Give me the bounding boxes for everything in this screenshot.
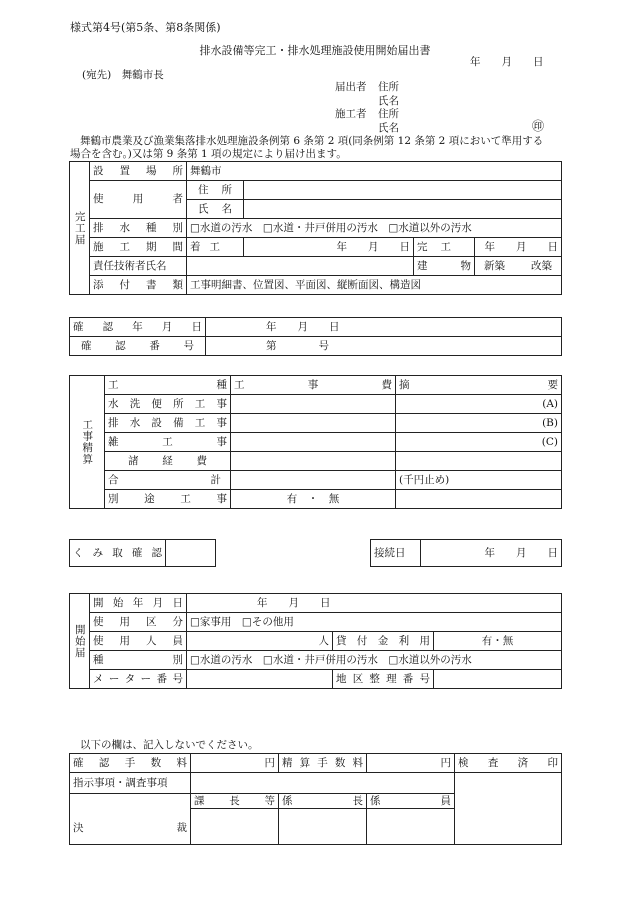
pumping-field[interactable] bbox=[166, 540, 216, 567]
submission-date: 年 月 日 bbox=[470, 56, 544, 68]
body-text-1: 舞鶴市農業及び漁業集落排水処理施設条例第 6 条第 2 項(同条例第 12 条第 2 項において準用する bbox=[80, 135, 544, 147]
drain-type-options[interactable]: □水道の汚水 □水道・井戸併用の汚水 □水道以外の汚水 bbox=[187, 219, 562, 238]
estimate-section-label: 工事精算 bbox=[70, 376, 105, 509]
misc-expense-label: 諸 経 費 bbox=[128, 454, 207, 467]
meter-field[interactable] bbox=[187, 670, 333, 689]
engineer-label: 責任技術者氏名 bbox=[90, 257, 187, 276]
period-label: 施 工 期 間 bbox=[93, 240, 183, 253]
chief-label: 係 長 bbox=[282, 794, 363, 807]
connect-label: 接続日 bbox=[371, 540, 421, 567]
settle-fee-label: 精 算 手 数 料 bbox=[282, 756, 363, 769]
completion-table bbox=[69, 161, 562, 295]
separate-work-note bbox=[396, 490, 562, 509]
usage-label: 使 用 区 分 bbox=[93, 615, 183, 628]
total-label: 合 計 bbox=[108, 473, 221, 486]
form-title: 排水設備等完工・排水処理施設使用開始届出書 bbox=[199, 44, 431, 57]
row-drain-label: 排 水 設 備 工 事 bbox=[108, 416, 227, 429]
engineer-field[interactable] bbox=[187, 257, 414, 276]
applicant-label: 届出者 bbox=[335, 81, 367, 93]
col-cost-header: 工 事 費 bbox=[234, 378, 392, 391]
user-label: 使 用 者 bbox=[93, 193, 183, 206]
separate-work-value[interactable]: 有 ・ 無 bbox=[231, 490, 396, 509]
form-number: 様式第4号(第5条、第8条関係) bbox=[70, 21, 221, 34]
new-build-option[interactable]: 新築 bbox=[484, 259, 505, 272]
attachments-value: 工事明細書、位置図、平面図、縦断面図、構造図 bbox=[187, 276, 562, 295]
district-label: 地 区 整 理 番 号 bbox=[336, 672, 430, 685]
location-label: 設 置 場 所 bbox=[93, 164, 183, 177]
row-toilet-cost[interactable] bbox=[231, 395, 396, 414]
manager-label: 課 長 等 bbox=[194, 794, 275, 807]
fee-field: 円 bbox=[191, 754, 279, 773]
attachments-label: 添 付 書 類 bbox=[93, 278, 183, 291]
start-table bbox=[69, 593, 562, 689]
completion-section-label: 完工届 bbox=[70, 162, 90, 295]
confirmation-table bbox=[69, 317, 562, 356]
estimate-table bbox=[69, 375, 562, 509]
misc-expense-note bbox=[396, 452, 562, 471]
start-section-label: 開始届 bbox=[70, 594, 90, 689]
staff-stamp bbox=[367, 809, 455, 845]
start-date-field[interactable]: 年 月 日 bbox=[187, 594, 562, 613]
loan-options[interactable]: 有・無 bbox=[434, 632, 562, 651]
end-date-field[interactable]: 年 月 日 bbox=[475, 238, 562, 257]
meter-label: メ ー タ ー 番 号 bbox=[93, 672, 183, 685]
loan-label: 貸 付 金 利 用 bbox=[336, 634, 430, 647]
users-label: 使 用 人 員 bbox=[93, 634, 183, 647]
user-address-label: 住 所 bbox=[198, 183, 232, 196]
building-label: 建 物 bbox=[417, 259, 471, 272]
pumping-label: く み 取 確 認 bbox=[73, 546, 162, 559]
remodel-option[interactable]: 改築 bbox=[531, 259, 552, 272]
total-note: (千円止め) bbox=[396, 471, 562, 490]
row-drain-cost[interactable] bbox=[231, 414, 396, 433]
row-misc-work-label: 雑 工 事 bbox=[108, 435, 227, 448]
instruction-label: 指示事項・調査事項 bbox=[70, 773, 191, 794]
start-label: 着 工 bbox=[190, 240, 220, 253]
col-type-header: 工 種 bbox=[108, 378, 227, 391]
contractor-address-label: 住所 bbox=[378, 108, 399, 120]
connect-date-field[interactable]: 年 月 日 bbox=[421, 540, 562, 567]
office-note: 以下の欄は、記入しないでください。 bbox=[80, 739, 259, 751]
user-name-label: 氏 名 bbox=[198, 202, 232, 215]
confirm-date-field[interactable]: 年 月 日 bbox=[206, 318, 562, 337]
manager-stamp bbox=[191, 809, 279, 845]
type-label: 種 別 bbox=[93, 653, 183, 666]
row-toilet-note: (A) bbox=[396, 395, 562, 414]
confirm-date-label: 確 認 年 月 日 bbox=[73, 320, 202, 333]
confirm-number-label: 確 認 番 号 bbox=[81, 339, 194, 352]
addressee: (宛先) 舞鶴市長 bbox=[82, 69, 164, 81]
connection-table bbox=[370, 539, 562, 567]
applicant-address-label: 住所 bbox=[378, 81, 399, 93]
start-date-label: 開 始 年 月 日 bbox=[93, 596, 183, 609]
location-value[interactable]: 舞鶴市 bbox=[187, 162, 562, 181]
drain-type-label: 排 水 種 別 bbox=[93, 221, 183, 234]
contractor-name-label: 氏名 bbox=[378, 122, 399, 134]
fee-label: 確 認 手 数 料 bbox=[73, 756, 187, 769]
separate-work-label: 別 途 工 事 bbox=[108, 492, 227, 505]
type-options[interactable]: □水道の汚水 □水道・井戸併用の汚水 □水道以外の汚水 bbox=[187, 651, 562, 670]
end-label: 完 工 bbox=[417, 240, 451, 253]
col-note-header: 摘 要 bbox=[399, 378, 558, 391]
district-field[interactable] bbox=[434, 670, 562, 689]
row-misc-work-note: (C) bbox=[396, 433, 562, 452]
row-drain-note: (B) bbox=[396, 414, 562, 433]
row-misc-work-cost[interactable] bbox=[231, 433, 396, 452]
confirm-number-field[interactable]: 第 号 bbox=[206, 337, 562, 356]
usage-options[interactable]: □家事用 □その他用 bbox=[187, 613, 562, 632]
office-table bbox=[69, 753, 562, 845]
total-cost[interactable] bbox=[231, 471, 396, 490]
building-options[interactable] bbox=[478, 261, 558, 272]
misc-expense-cost[interactable] bbox=[231, 452, 396, 471]
user-name-field[interactable] bbox=[244, 200, 562, 219]
contractor-label: 施工者 bbox=[335, 108, 367, 120]
pumping-table bbox=[69, 539, 216, 567]
inspected-label: 検 査 済 印 bbox=[458, 756, 558, 769]
staff-label: 係 員 bbox=[370, 794, 451, 807]
settle-fee-field: 円 bbox=[367, 754, 455, 773]
instruction-field bbox=[191, 773, 455, 794]
approval-label: 決 裁 bbox=[73, 821, 187, 834]
applicant-name-label: 氏名 bbox=[378, 95, 399, 107]
inspected-stamp-area bbox=[455, 773, 562, 845]
seal-mark: ㊞ bbox=[532, 119, 545, 133]
start-date-field[interactable]: 年 月 日 bbox=[244, 238, 414, 257]
users-field[interactable]: 人 bbox=[187, 632, 333, 651]
body-text-2: 場合を含む。)又は第 9 条第 1 項の規定により届け出ます。 bbox=[70, 148, 347, 160]
chief-stamp bbox=[279, 809, 367, 845]
user-address-field[interactable] bbox=[244, 181, 562, 200]
row-toilet-label: 水 洗 便 所 工 事 bbox=[108, 397, 227, 410]
